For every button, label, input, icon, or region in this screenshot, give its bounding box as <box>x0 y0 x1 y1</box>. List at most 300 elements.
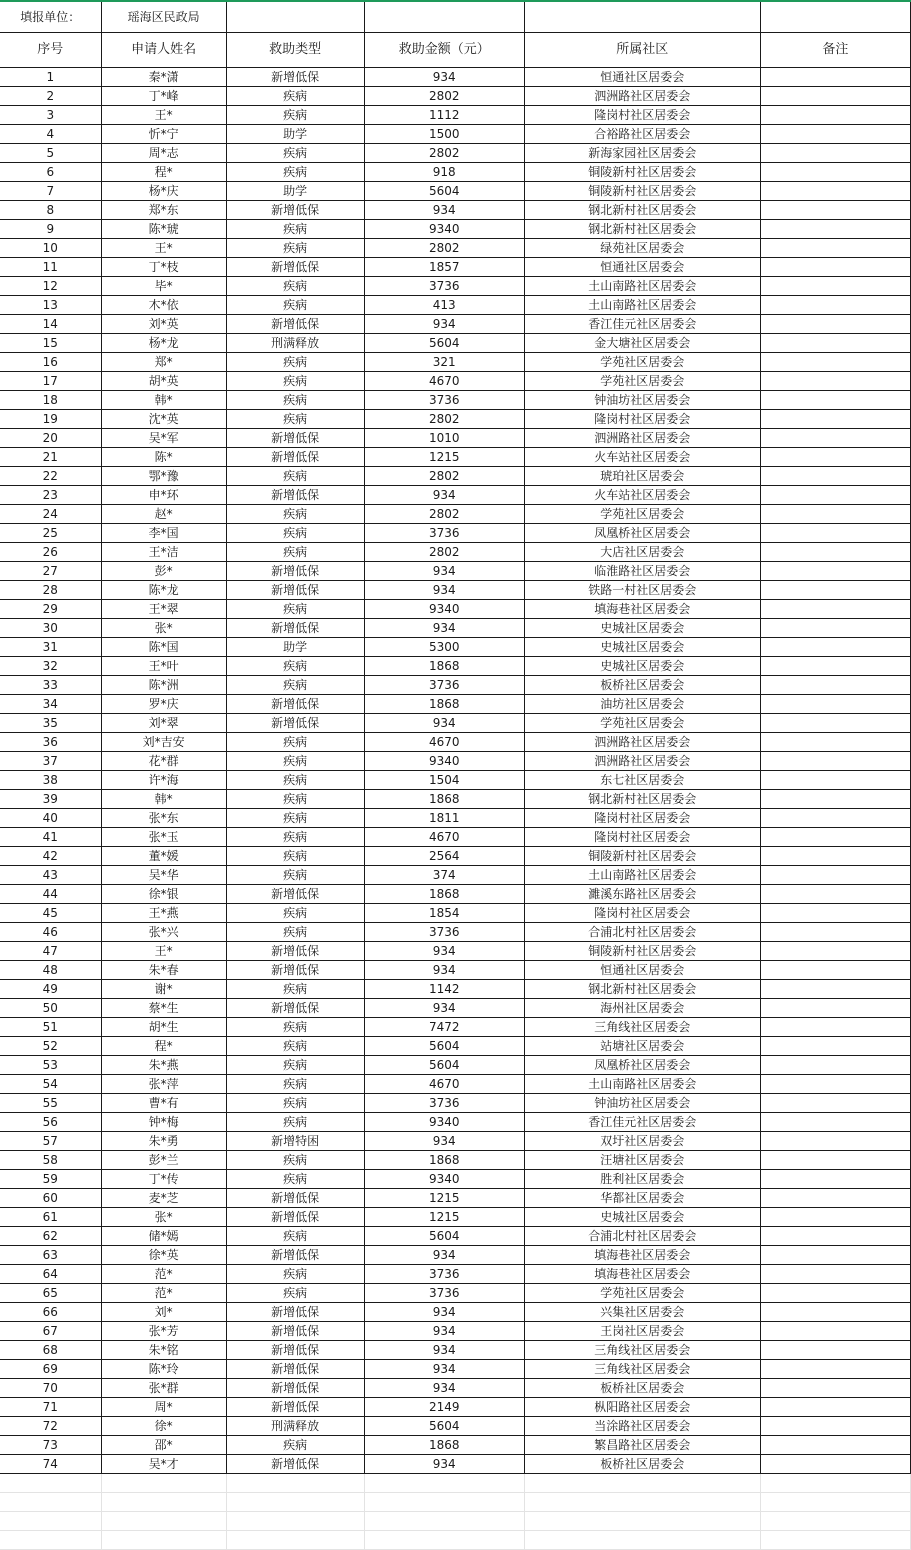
empty-cell[interactable] <box>101 1493 226 1512</box>
empty-cell[interactable] <box>226 1474 364 1493</box>
cell-aid-type[interactable]: 疾病 <box>226 1094 364 1113</box>
cell-remarks[interactable] <box>760 828 910 847</box>
cell-community[interactable]: 学苑社区居委会 <box>524 1284 760 1303</box>
cell-name[interactable]: 杨*庆 <box>101 182 226 201</box>
cell-amount[interactable]: 5604 <box>364 334 524 353</box>
cell-aid-type[interactable]: 新增低保 <box>226 486 364 505</box>
cell-aid-type[interactable]: 疾病 <box>226 391 364 410</box>
cell-name[interactable]: 王* <box>101 239 226 258</box>
cell-remarks[interactable] <box>760 1265 910 1284</box>
cell-index[interactable]: 56 <box>0 1113 101 1132</box>
cell-amount[interactable]: 1868 <box>364 790 524 809</box>
cell-remarks[interactable] <box>760 182 910 201</box>
cell-amount[interactable]: 934 <box>364 1132 524 1151</box>
header-cell-name[interactable]: 申请人姓名 <box>101 33 226 68</box>
cell-name[interactable]: 王*叶 <box>101 657 226 676</box>
cell-aid-type[interactable]: 疾病 <box>226 220 364 239</box>
cell-community[interactable]: 学苑社区居委会 <box>524 714 760 733</box>
cell-index[interactable]: 32 <box>0 657 101 676</box>
cell-amount[interactable]: 2802 <box>364 543 524 562</box>
cell-community[interactable]: 隆岗村社区居委会 <box>524 410 760 429</box>
cell-community[interactable]: 兴集社区居委会 <box>524 1303 760 1322</box>
cell-amount[interactable]: 1854 <box>364 904 524 923</box>
cell-remarks[interactable] <box>760 1170 910 1189</box>
cell-aid-type[interactable]: 新增低保 <box>226 448 364 467</box>
cell-aid-type[interactable]: 新增低保 <box>226 961 364 980</box>
cell-aid-type[interactable]: 疾病 <box>226 733 364 752</box>
cell-amount[interactable]: 2802 <box>364 467 524 486</box>
cell-index[interactable]: 11 <box>0 258 101 277</box>
cell-aid-type[interactable]: 疾病 <box>226 1436 364 1455</box>
cell-amount[interactable]: 1868 <box>364 657 524 676</box>
cell-name[interactable]: 郑*东 <box>101 201 226 220</box>
cell-index[interactable]: 12 <box>0 277 101 296</box>
cell-name[interactable]: 刘*吉安 <box>101 733 226 752</box>
cell-community[interactable]: 填海巷社区居委会 <box>524 1265 760 1284</box>
empty-cell[interactable] <box>760 2 910 33</box>
cell-amount[interactable]: 934 <box>364 486 524 505</box>
cell-amount[interactable]: 1215 <box>364 448 524 467</box>
cell-remarks[interactable] <box>760 638 910 657</box>
cell-aid-type[interactable]: 新增低保 <box>226 885 364 904</box>
cell-amount[interactable]: 934 <box>364 201 524 220</box>
cell-aid-type[interactable]: 疾病 <box>226 277 364 296</box>
cell-aid-type[interactable]: 新增低保 <box>226 619 364 638</box>
cell-index[interactable]: 34 <box>0 695 101 714</box>
cell-name[interactable]: 蔡*生 <box>101 999 226 1018</box>
cell-name[interactable]: 韩* <box>101 790 226 809</box>
cell-remarks[interactable] <box>760 1189 910 1208</box>
cell-remarks[interactable] <box>760 1227 910 1246</box>
cell-community[interactable]: 钢北新村社区居委会 <box>524 201 760 220</box>
empty-cell[interactable] <box>101 1512 226 1531</box>
cell-name[interactable]: 刘* <box>101 1303 226 1322</box>
cell-remarks[interactable] <box>760 1113 910 1132</box>
cell-name[interactable]: 吴*才 <box>101 1455 226 1474</box>
cell-index[interactable]: 16 <box>0 353 101 372</box>
cell-amount[interactable]: 934 <box>364 1379 524 1398</box>
cell-community[interactable]: 泗洲路社区居委会 <box>524 733 760 752</box>
cell-amount[interactable]: 934 <box>364 1341 524 1360</box>
cell-index[interactable]: 71 <box>0 1398 101 1417</box>
cell-remarks[interactable] <box>760 714 910 733</box>
cell-community[interactable]: 隆岗村社区居委会 <box>524 828 760 847</box>
cell-amount[interactable]: 934 <box>364 961 524 980</box>
cell-community[interactable]: 恒通社区居委会 <box>524 68 760 87</box>
cell-remarks[interactable] <box>760 410 910 429</box>
cell-amount[interactable]: 1112 <box>364 106 524 125</box>
cell-name[interactable]: 周* <box>101 1398 226 1417</box>
cell-index[interactable]: 17 <box>0 372 101 391</box>
cell-aid-type[interactable]: 新增低保 <box>226 999 364 1018</box>
cell-aid-type[interactable]: 新增低保 <box>226 1341 364 1360</box>
cell-name[interactable]: 张*玉 <box>101 828 226 847</box>
cell-remarks[interactable] <box>760 258 910 277</box>
cell-index[interactable]: 44 <box>0 885 101 904</box>
cell-index[interactable]: 20 <box>0 429 101 448</box>
empty-cell[interactable] <box>364 1474 524 1493</box>
cell-aid-type[interactable]: 新增低保 <box>226 201 364 220</box>
cell-amount[interactable]: 5604 <box>364 1056 524 1075</box>
cell-index[interactable]: 67 <box>0 1322 101 1341</box>
cell-remarks[interactable] <box>760 676 910 695</box>
cell-remarks[interactable] <box>760 1018 910 1037</box>
cell-amount[interactable]: 934 <box>364 68 524 87</box>
header-cell-amount[interactable]: 救助金额（元） <box>364 33 524 68</box>
cell-name[interactable]: 丁*传 <box>101 1170 226 1189</box>
cell-index[interactable]: 72 <box>0 1417 101 1436</box>
cell-name[interactable]: 朱*春 <box>101 961 226 980</box>
empty-cell[interactable] <box>364 1493 524 1512</box>
cell-aid-type[interactable]: 助学 <box>226 182 364 201</box>
cell-index[interactable]: 65 <box>0 1284 101 1303</box>
cell-amount[interactable]: 5300 <box>364 638 524 657</box>
empty-cell[interactable] <box>524 2 760 33</box>
cell-amount[interactable]: 934 <box>364 315 524 334</box>
cell-amount[interactable]: 1215 <box>364 1189 524 1208</box>
cell-remarks[interactable] <box>760 144 910 163</box>
cell-community[interactable]: 王岗社区居委会 <box>524 1322 760 1341</box>
cell-amount[interactable]: 934 <box>364 942 524 961</box>
cell-amount[interactable]: 1868 <box>364 1436 524 1455</box>
cell-name[interactable]: 邵* <box>101 1436 226 1455</box>
cell-amount[interactable]: 4670 <box>364 372 524 391</box>
header-cell-community[interactable]: 所属社区 <box>524 33 760 68</box>
cell-name[interactable]: 陈* <box>101 448 226 467</box>
cell-community[interactable]: 双圩社区居委会 <box>524 1132 760 1151</box>
cell-community[interactable]: 临淮路社区居委会 <box>524 562 760 581</box>
cell-community[interactable]: 绿苑社区居委会 <box>524 239 760 258</box>
cell-community[interactable]: 史城社区居委会 <box>524 619 760 638</box>
cell-name[interactable]: 张*群 <box>101 1379 226 1398</box>
cell-index[interactable]: 22 <box>0 467 101 486</box>
cell-aid-type[interactable]: 疾病 <box>226 543 364 562</box>
cell-remarks[interactable] <box>760 220 910 239</box>
empty-cell[interactable] <box>524 1493 760 1512</box>
cell-name[interactable]: 沈*英 <box>101 410 226 429</box>
cell-aid-type[interactable]: 新增低保 <box>226 581 364 600</box>
cell-name[interactable]: 木*依 <box>101 296 226 315</box>
cell-amount[interactable]: 1010 <box>364 429 524 448</box>
cell-remarks[interactable] <box>760 106 910 125</box>
cell-amount[interactable]: 7472 <box>364 1018 524 1037</box>
cell-aid-type[interactable]: 新增低保 <box>226 562 364 581</box>
cell-aid-type[interactable]: 新增低保 <box>226 714 364 733</box>
cell-name[interactable]: 鄂*豫 <box>101 467 226 486</box>
cell-index[interactable]: 53 <box>0 1056 101 1075</box>
cell-community[interactable]: 土山南路社区居委会 <box>524 296 760 315</box>
cell-index[interactable]: 46 <box>0 923 101 942</box>
cell-index[interactable]: 18 <box>0 391 101 410</box>
cell-aid-type[interactable]: 新增低保 <box>226 695 364 714</box>
cell-name[interactable]: 毕* <box>101 277 226 296</box>
cell-index[interactable]: 59 <box>0 1170 101 1189</box>
cell-index[interactable]: 29 <box>0 600 101 619</box>
cell-amount[interactable]: 934 <box>364 714 524 733</box>
cell-index[interactable]: 7 <box>0 182 101 201</box>
empty-cell[interactable] <box>226 2 364 33</box>
cell-amount[interactable]: 5604 <box>364 182 524 201</box>
cell-remarks[interactable] <box>760 1075 910 1094</box>
cell-index[interactable]: 6 <box>0 163 101 182</box>
cell-index[interactable]: 26 <box>0 543 101 562</box>
cell-community[interactable]: 繁昌路社区居委会 <box>524 1436 760 1455</box>
cell-index[interactable]: 58 <box>0 1151 101 1170</box>
cell-index[interactable]: 63 <box>0 1246 101 1265</box>
cell-aid-type[interactable]: 疾病 <box>226 676 364 695</box>
cell-name[interactable]: 陈*国 <box>101 638 226 657</box>
unit-label-cell[interactable]: 填报单位： <box>0 2 101 33</box>
cell-community[interactable]: 三角线社区居委会 <box>524 1341 760 1360</box>
cell-amount[interactable]: 934 <box>364 1455 524 1474</box>
cell-community[interactable]: 凤凰桥社区居委会 <box>524 524 760 543</box>
cell-amount[interactable]: 934 <box>364 1246 524 1265</box>
cell-amount[interactable]: 4670 <box>364 828 524 847</box>
cell-community[interactable]: 大店社区居委会 <box>524 543 760 562</box>
cell-index[interactable]: 1 <box>0 68 101 87</box>
cell-amount[interactable]: 9340 <box>364 1113 524 1132</box>
cell-aid-type[interactable]: 疾病 <box>226 1056 364 1075</box>
cell-index[interactable]: 50 <box>0 999 101 1018</box>
cell-amount[interactable]: 934 <box>364 1360 524 1379</box>
cell-name[interactable]: 陈*琥 <box>101 220 226 239</box>
cell-amount[interactable]: 5604 <box>364 1227 524 1246</box>
cell-index[interactable]: 45 <box>0 904 101 923</box>
cell-index[interactable]: 55 <box>0 1094 101 1113</box>
cell-index[interactable]: 2 <box>0 87 101 106</box>
cell-remarks[interactable] <box>760 562 910 581</box>
cell-name[interactable]: 胡*生 <box>101 1018 226 1037</box>
cell-index[interactable]: 37 <box>0 752 101 771</box>
cell-amount[interactable]: 918 <box>364 163 524 182</box>
cell-aid-type[interactable]: 疾病 <box>226 923 364 942</box>
cell-index[interactable]: 48 <box>0 961 101 980</box>
cell-community[interactable]: 合裕路社区居委会 <box>524 125 760 144</box>
cell-community[interactable]: 铜陵新村社区居委会 <box>524 182 760 201</box>
cell-name[interactable]: 朱*勇 <box>101 1132 226 1151</box>
cell-index[interactable]: 31 <box>0 638 101 657</box>
cell-amount[interactable]: 3736 <box>364 1284 524 1303</box>
cell-community[interactable]: 当涂路社区居委会 <box>524 1417 760 1436</box>
cell-amount[interactable]: 9340 <box>364 220 524 239</box>
cell-aid-type[interactable]: 刑满释放 <box>226 1417 364 1436</box>
cell-amount[interactable]: 3736 <box>364 923 524 942</box>
cell-aid-type[interactable]: 疾病 <box>226 410 364 429</box>
cell-name[interactable]: 钟*梅 <box>101 1113 226 1132</box>
cell-community[interactable]: 琥珀社区居委会 <box>524 467 760 486</box>
cell-amount[interactable]: 1500 <box>364 125 524 144</box>
cell-amount[interactable]: 934 <box>364 619 524 638</box>
cell-amount[interactable]: 3736 <box>364 524 524 543</box>
cell-remarks[interactable] <box>760 695 910 714</box>
cell-aid-type[interactable]: 疾病 <box>226 657 364 676</box>
cell-name[interactable]: 董*媛 <box>101 847 226 866</box>
cell-community[interactable]: 学苑社区居委会 <box>524 505 760 524</box>
cell-amount[interactable]: 3736 <box>364 1094 524 1113</box>
cell-aid-type[interactable]: 疾病 <box>226 87 364 106</box>
cell-remarks[interactable] <box>760 125 910 144</box>
cell-remarks[interactable] <box>760 923 910 942</box>
cell-amount[interactable]: 3736 <box>364 391 524 410</box>
cell-remarks[interactable] <box>760 1208 910 1227</box>
cell-name[interactable]: 张*萍 <box>101 1075 226 1094</box>
cell-index[interactable]: 28 <box>0 581 101 600</box>
cell-aid-type[interactable]: 新增低保 <box>226 1360 364 1379</box>
cell-amount[interactable]: 3736 <box>364 676 524 695</box>
cell-index[interactable]: 14 <box>0 315 101 334</box>
cell-index[interactable]: 57 <box>0 1132 101 1151</box>
cell-name[interactable]: 李*国 <box>101 524 226 543</box>
cell-remarks[interactable] <box>760 486 910 505</box>
cell-aid-type[interactable]: 助学 <box>226 125 364 144</box>
cell-remarks[interactable] <box>760 524 910 543</box>
cell-index[interactable]: 68 <box>0 1341 101 1360</box>
cell-amount[interactable]: 3736 <box>364 277 524 296</box>
cell-community[interactable]: 新海家园社区居委会 <box>524 144 760 163</box>
empty-cell[interactable] <box>226 1531 364 1550</box>
cell-remarks[interactable] <box>760 581 910 600</box>
cell-remarks[interactable] <box>760 1379 910 1398</box>
cell-remarks[interactable] <box>760 296 910 315</box>
cell-aid-type[interactable]: 新增低保 <box>226 1379 364 1398</box>
cell-aid-type[interactable]: 疾病 <box>226 1170 364 1189</box>
cell-amount[interactable]: 413 <box>364 296 524 315</box>
cell-remarks[interactable] <box>760 315 910 334</box>
cell-community[interactable]: 汪塘社区居委会 <box>524 1151 760 1170</box>
cell-community[interactable]: 史城社区居委会 <box>524 1208 760 1227</box>
cell-name[interactable]: 张* <box>101 619 226 638</box>
cell-community[interactable]: 铜陵新村社区居委会 <box>524 847 760 866</box>
cell-aid-type[interactable]: 疾病 <box>226 505 364 524</box>
cell-aid-type[interactable]: 刑满释放 <box>226 334 364 353</box>
cell-name[interactable]: 胡*英 <box>101 372 226 391</box>
cell-aid-type[interactable]: 疾病 <box>226 1265 364 1284</box>
cell-community[interactable]: 油坊社区居委会 <box>524 695 760 714</box>
cell-community[interactable]: 土山南路社区居委会 <box>524 866 760 885</box>
cell-amount[interactable]: 2802 <box>364 87 524 106</box>
cell-amount[interactable]: 2564 <box>364 847 524 866</box>
cell-name[interactable]: 麦*芝 <box>101 1189 226 1208</box>
cell-name[interactable]: 申*环 <box>101 486 226 505</box>
cell-name[interactable]: 许*海 <box>101 771 226 790</box>
cell-community[interactable]: 恒通社区居委会 <box>524 258 760 277</box>
cell-aid-type[interactable]: 疾病 <box>226 296 364 315</box>
cell-community[interactable]: 泗洲路社区居委会 <box>524 429 760 448</box>
cell-community[interactable]: 三角线社区居委会 <box>524 1360 760 1379</box>
cell-remarks[interactable] <box>760 277 910 296</box>
cell-index[interactable]: 60 <box>0 1189 101 1208</box>
cell-aid-type[interactable]: 疾病 <box>226 828 364 847</box>
cell-name[interactable]: 王*燕 <box>101 904 226 923</box>
cell-remarks[interactable] <box>760 733 910 752</box>
empty-cell[interactable] <box>0 1531 101 1550</box>
cell-remarks[interactable] <box>760 1322 910 1341</box>
cell-name[interactable]: 丁*枝 <box>101 258 226 277</box>
cell-name[interactable]: 徐* <box>101 1417 226 1436</box>
cell-aid-type[interactable]: 新增低保 <box>226 315 364 334</box>
cell-name[interactable]: 程* <box>101 163 226 182</box>
cell-name[interactable]: 范* <box>101 1284 226 1303</box>
cell-aid-type[interactable]: 疾病 <box>226 1227 364 1246</box>
cell-aid-type[interactable]: 疾病 <box>226 809 364 828</box>
cell-community[interactable]: 恒通社区居委会 <box>524 961 760 980</box>
cell-index[interactable]: 19 <box>0 410 101 429</box>
empty-cell[interactable] <box>0 1512 101 1531</box>
cell-aid-type[interactable]: 助学 <box>226 638 364 657</box>
cell-amount[interactable]: 9340 <box>364 1170 524 1189</box>
cell-community[interactable]: 泗洲路社区居委会 <box>524 752 760 771</box>
cell-amount[interactable]: 1857 <box>364 258 524 277</box>
cell-aid-type[interactable]: 新增低保 <box>226 942 364 961</box>
cell-community[interactable]: 凤凰桥社区居委会 <box>524 1056 760 1075</box>
cell-remarks[interactable] <box>760 942 910 961</box>
cell-index[interactable]: 66 <box>0 1303 101 1322</box>
cell-name[interactable]: 赵* <box>101 505 226 524</box>
cell-amount[interactable]: 5604 <box>364 1417 524 1436</box>
cell-community[interactable]: 香江佳元社区居委会 <box>524 315 760 334</box>
cell-community[interactable]: 金大塘社区居委会 <box>524 334 760 353</box>
cell-index[interactable]: 41 <box>0 828 101 847</box>
cell-index[interactable]: 43 <box>0 866 101 885</box>
cell-remarks[interactable] <box>760 1284 910 1303</box>
cell-aid-type[interactable]: 疾病 <box>226 847 364 866</box>
cell-community[interactable]: 铁路一村社区居委会 <box>524 581 760 600</box>
cell-remarks[interactable] <box>760 1246 910 1265</box>
cell-community[interactable]: 火车站社区居委会 <box>524 448 760 467</box>
cell-index[interactable]: 54 <box>0 1075 101 1094</box>
cell-remarks[interactable] <box>760 353 910 372</box>
cell-index[interactable]: 38 <box>0 771 101 790</box>
cell-remarks[interactable] <box>760 1151 910 1170</box>
cell-community[interactable]: 隆岗村社区居委会 <box>524 809 760 828</box>
cell-index[interactable]: 10 <box>0 239 101 258</box>
empty-cell[interactable] <box>524 1512 760 1531</box>
cell-remarks[interactable] <box>760 239 910 258</box>
cell-community[interactable]: 板桥社区居委会 <box>524 1455 760 1474</box>
cell-community[interactable]: 胜利社区居委会 <box>524 1170 760 1189</box>
cell-aid-type[interactable]: 疾病 <box>226 163 364 182</box>
cell-amount[interactable]: 4670 <box>364 1075 524 1094</box>
cell-community[interactable]: 钢北新村社区居委会 <box>524 790 760 809</box>
cell-index[interactable]: 3 <box>0 106 101 125</box>
cell-name[interactable]: 彭*兰 <box>101 1151 226 1170</box>
cell-aid-type[interactable]: 疾病 <box>226 600 364 619</box>
empty-cell[interactable] <box>226 1512 364 1531</box>
empty-cell[interactable] <box>760 1531 910 1550</box>
cell-index[interactable]: 73 <box>0 1436 101 1455</box>
cell-aid-type[interactable]: 疾病 <box>226 1018 364 1037</box>
cell-community[interactable]: 铜陵新村社区居委会 <box>524 163 760 182</box>
cell-remarks[interactable] <box>760 505 910 524</box>
cell-name[interactable]: 程* <box>101 1037 226 1056</box>
cell-index[interactable]: 47 <box>0 942 101 961</box>
cell-name[interactable]: 谢* <box>101 980 226 999</box>
cell-name[interactable]: 韩* <box>101 391 226 410</box>
cell-aid-type[interactable]: 疾病 <box>226 980 364 999</box>
cell-aid-type[interactable]: 疾病 <box>226 904 364 923</box>
cell-community[interactable]: 钢北新村社区居委会 <box>524 220 760 239</box>
cell-name[interactable]: 张* <box>101 1208 226 1227</box>
cell-name[interactable]: 徐*英 <box>101 1246 226 1265</box>
cell-name[interactable]: 范* <box>101 1265 226 1284</box>
cell-amount[interactable]: 934 <box>364 999 524 1018</box>
cell-aid-type[interactable]: 疾病 <box>226 1075 364 1094</box>
cell-aid-type[interactable]: 疾病 <box>226 239 364 258</box>
cell-aid-type[interactable]: 疾病 <box>226 372 364 391</box>
cell-index[interactable]: 64 <box>0 1265 101 1284</box>
cell-name[interactable]: 彭* <box>101 562 226 581</box>
cell-index[interactable]: 52 <box>0 1037 101 1056</box>
